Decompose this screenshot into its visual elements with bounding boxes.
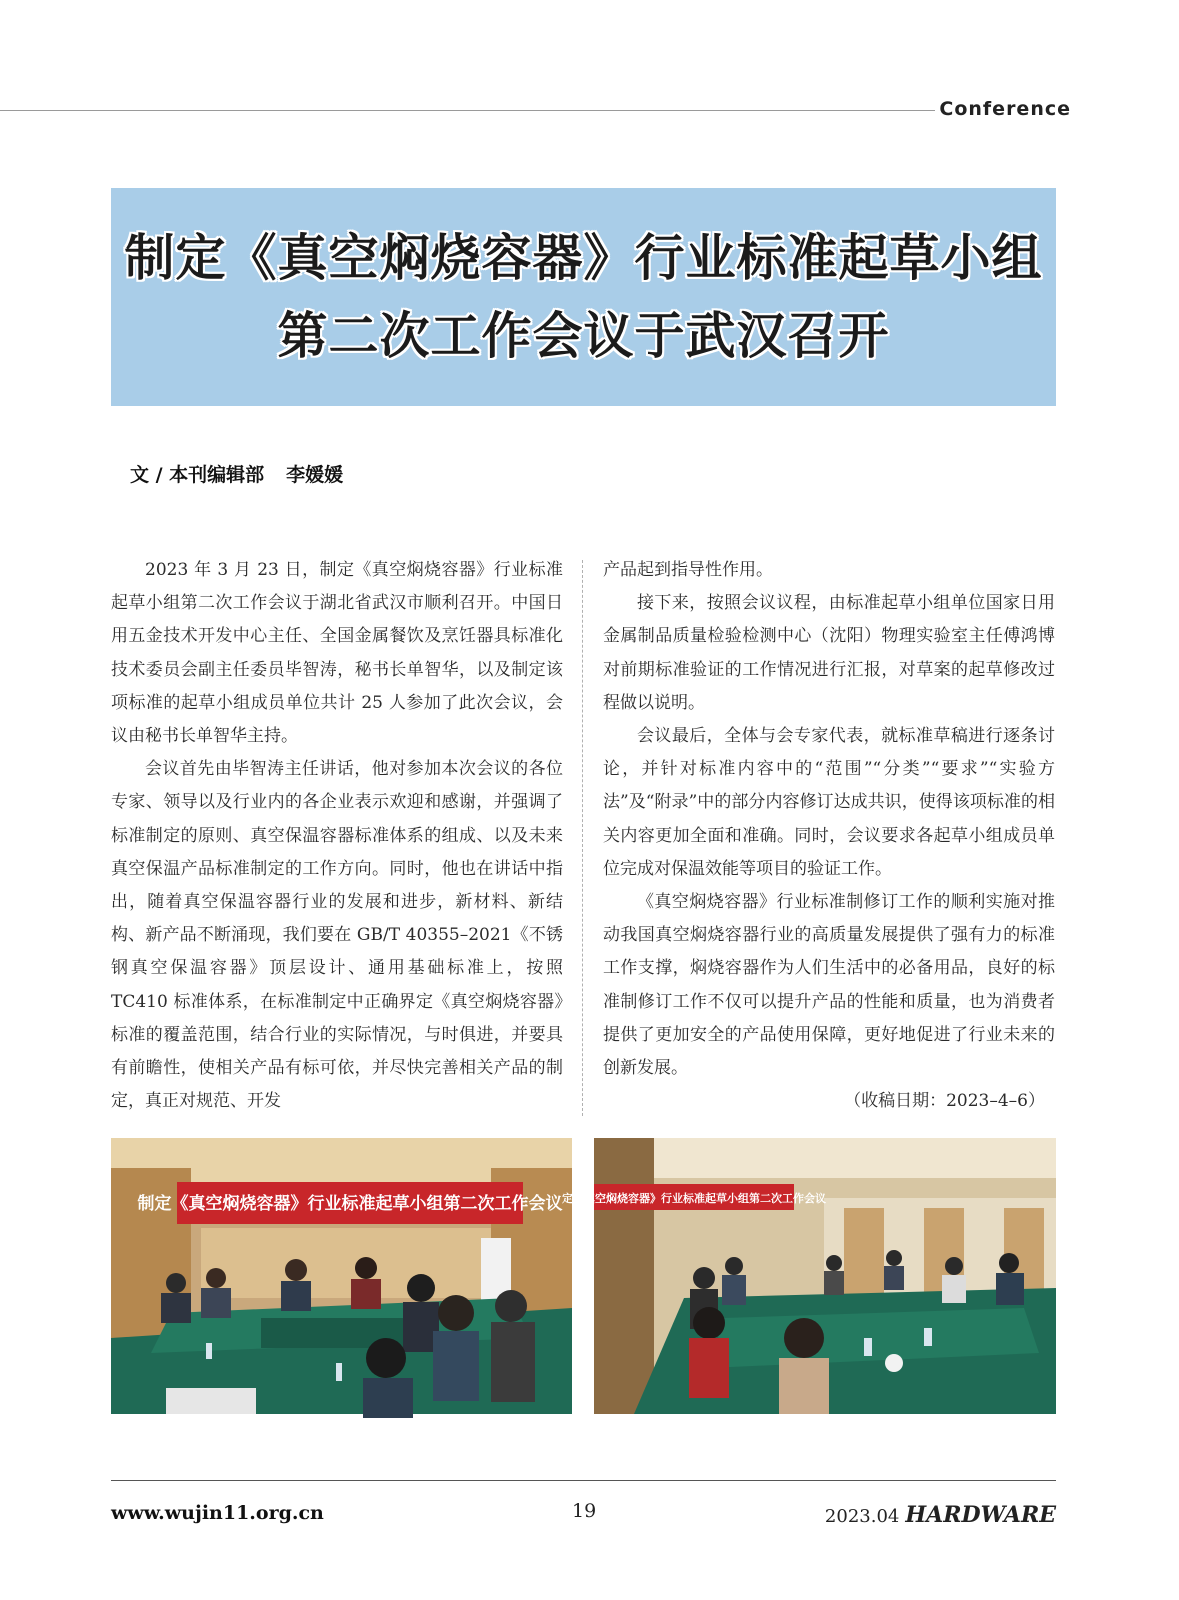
title-banner — [111, 188, 1056, 406]
article-column-left — [111, 554, 563, 1118]
section-tag: Conference — [939, 98, 1071, 120]
meeting-photo-right — [562, 1138, 1056, 1414]
issue-date: 2023.04 — [824, 1506, 900, 1527]
footer-url: www.wujin11.org.cn — [111, 1502, 324, 1524]
paragraph: 接下来，按照会议议程，由标准起草小组单位国家日用金属制品质量检验检测中心（沈阳）物理实验室主任傅鸿博对前期标准验证的工作情况进行汇报，对草案的起草修改过程做以说明。 — [603, 593, 1055, 713]
paragraph: 会议首先由毕智涛主任讲话，他对参加本次会议的各位专家、领导以及行业内的各企业表示欢迎和感谢，并强调了标准制定的原则、真空保温容器标准体系的组成、以及未来真空保温产品标准制定的工作方向。同时，他也在讲话中指出，随着真空保温容器行业的发展和进步，新材料、新结构、新产品不断涌现，我们要在 GB/T 40355–2021《不锈钢真空保温容器》顶层设计、通用基础标准上，按照 TC410 标准体系，在标准制定中正确界定《真空焖烧容器》标准的覆盖范围，结合行业的实际情况，与时俱进，并要具有前瞻性，使相关产品有标可依，并尽快完善相关产品的制定，真正对规范、开发 — [111, 759, 563, 1112]
header-rule — [0, 110, 935, 111]
byline — [130, 460, 343, 487]
paragraph: 《真空焖烧容器》行业标准制修订工作的顺利实施对推动我国真空焖烧容器行业的高质量发展提供了强有力的标准工作支撑，焖烧容器作为人们生活中的必备用品，良好的标准制修订工作不仅可以提升产品的性能和质量，也为消费者提供了更加安全的产品使用保障，更好地促进了行业未来的创新发展。 — [603, 892, 1055, 1079]
byline-author: 李媛媛 — [286, 464, 344, 486]
title-line-2: 第二次工作会议于武汉召开 — [277, 307, 890, 365]
paragraph-continuation: 产品起到指导性作用。 — [603, 560, 773, 580]
column-divider — [582, 560, 583, 1116]
meeting-banner-text: 制定《真空焖烧容器》行业标准起草小组第二次工作会议 — [137, 1194, 563, 1214]
page-number: 19 — [572, 1500, 597, 1522]
title-line-1: 制定《真空焖烧容器》行业标准起草小组 — [124, 229, 1043, 287]
received-date: （收稿日期：2023–4–6） — [844, 1091, 1045, 1112]
paragraph: 2023 年 3 月 23 日，制定《真空焖烧容器》行业标准起草小组第二次工作会议于湖北省武汉市顺利召开。中国日用五金技术开发中心主任、全国金属餐饮及烹饪器具标准化技术委员会副主任委员毕智涛，秘书长单智华，以及制定该项标准的起草小组成员单位共计 25 人参加了此次会议，会议由秘书长单智华主持。 — [111, 560, 563, 747]
article-column-right — [603, 554, 1055, 1118]
magazine-name: HARDWARE — [905, 1502, 1056, 1528]
meeting-photo-left — [111, 1138, 572, 1414]
meeting-banner-text: 定《真空焖烧容器》行业标准起草小组第二次工作会议 — [562, 1192, 826, 1205]
footer-rule — [111, 1480, 1056, 1481]
byline-prefix: 文 / 本刊编辑部 — [130, 464, 265, 486]
footer-issue — [825, 1502, 1056, 1528]
paragraph: 会议最后，全体与会专家代表，就标准草稿进行逐条讨论，并针对标准内容中的“范围”“分类”“要求”“实验方法”及“附录”中的部分内容修订达成共识，使得该项标准的相关内容更加全面和准确。同时，会议要求各起草小组成员单位完成对保温效能等项目的验证工作。 — [603, 726, 1055, 879]
